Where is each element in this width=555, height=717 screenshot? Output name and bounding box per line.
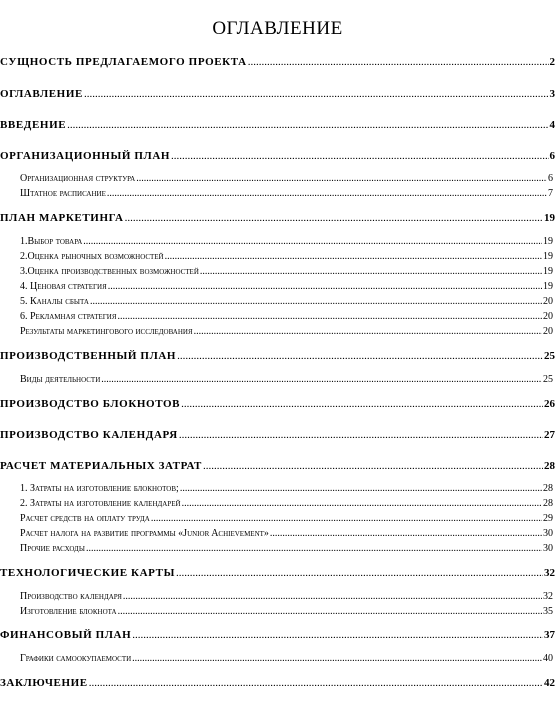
dot-leader bbox=[84, 87, 549, 101]
toc-entry-page: 30 bbox=[543, 543, 553, 554]
toc-entry-page: 25 bbox=[544, 350, 555, 362]
toc-subentry-calendar-making[interactable] bbox=[20, 590, 553, 604]
dot-leader bbox=[200, 265, 542, 279]
dot-leader bbox=[270, 527, 542, 541]
toc-subentry-pricing-strategy[interactable] bbox=[20, 280, 553, 294]
toc-subentry-payback-charts[interactable] bbox=[20, 652, 553, 666]
toc-entry-page: 19 bbox=[543, 266, 553, 277]
dot-leader bbox=[179, 428, 543, 442]
toc-entry-label: Результаты маркетингового исследования bbox=[20, 326, 193, 337]
toc-entry-label: Расчет средств на оплату труда bbox=[20, 513, 150, 524]
toc-entry-page: 6 bbox=[548, 173, 553, 184]
toc-subentry-research-results[interactable] bbox=[20, 325, 553, 339]
toc-entry-page: 19 bbox=[543, 236, 553, 247]
page-title: ОГЛАВЛЕНИЕ bbox=[212, 18, 343, 39]
toc-entry-label: СУЩНОСТЬ ПРЕДЛАГАЕМОГО ПРОЕКТА bbox=[0, 56, 247, 68]
toc-entry-financial-plan[interactable] bbox=[0, 628, 555, 642]
dot-leader bbox=[118, 605, 542, 619]
toc-entry-label: РАСЧЕТ МАТЕРИАЛЬНЫХ ЗАТРАТ bbox=[0, 460, 202, 472]
toc-entry-label: ПРОИЗВОДСТВО БЛОКНОТОВ bbox=[0, 398, 181, 410]
toc-entry-marketing-plan[interactable] bbox=[0, 211, 555, 225]
toc-entry-label: Расчет налога на развитие программы «Junior Achievement» bbox=[20, 528, 269, 539]
toc-entry-page: 19 bbox=[544, 212, 555, 224]
toc-entry-label: Организационная структура bbox=[20, 173, 136, 184]
toc-entry-label: ФИНАНСОВЫЙ ПЛАН bbox=[0, 629, 132, 641]
dot-leader bbox=[118, 310, 542, 324]
toc-subentry-tax-calculation[interactable] bbox=[20, 527, 553, 541]
toc-entry-label: ПРОИЗВОДСТВЕННЫЙ ПЛАН bbox=[0, 350, 177, 362]
toc-entry-page: 40 bbox=[543, 653, 553, 664]
toc-subentry-staff-schedule[interactable] bbox=[20, 187, 553, 201]
toc-entry-page: 29 bbox=[543, 513, 553, 524]
toc-subentry-product-choice[interactable] bbox=[20, 235, 553, 249]
toc-subentry-other-expenses[interactable] bbox=[20, 542, 553, 556]
toc-entry-page: 28 bbox=[544, 460, 555, 472]
toc-entry-page: 20 bbox=[543, 326, 553, 337]
toc-entry-label: ОРГАНИЗАЦИОННЫЙ ПЛАН bbox=[0, 150, 171, 162]
toc-entry-label: 5. Каналы сбыта bbox=[20, 296, 89, 307]
dot-leader bbox=[90, 295, 542, 309]
dot-leader bbox=[165, 250, 542, 264]
toc-entry-page: 19 bbox=[543, 251, 553, 262]
toc-entry-label: Прочие расходы bbox=[20, 543, 85, 554]
toc-subentry-notebook-costs[interactable] bbox=[20, 482, 553, 496]
toc-entry-page: 26 bbox=[544, 398, 555, 410]
toc-entry-page: 7 bbox=[548, 188, 553, 199]
dot-leader bbox=[132, 652, 542, 666]
toc-entry-page: 20 bbox=[543, 296, 553, 307]
toc-entry-label: ВВЕДЕНИЕ bbox=[0, 119, 67, 131]
toc-subentry-calendar-costs[interactable] bbox=[20, 497, 553, 511]
toc-entry-label: ЗАКЛЮЧЕНИЕ bbox=[0, 677, 88, 689]
dot-leader bbox=[177, 349, 543, 363]
dot-leader bbox=[89, 676, 543, 690]
toc-entry-label: 4. Ценовая стратегия bbox=[20, 281, 107, 292]
toc-entry-page: 19 bbox=[543, 281, 553, 292]
toc-entry-page: 20 bbox=[543, 311, 553, 322]
dot-leader bbox=[132, 628, 543, 642]
toc-entry-label: ПРОИЗВОДСТВО КАЛЕНДАРЯ bbox=[0, 429, 178, 441]
toc-entry-page: 35 bbox=[543, 606, 553, 617]
toc-subentry-notebook-making[interactable] bbox=[20, 605, 553, 619]
toc-entry-page: 4 bbox=[549, 119, 555, 131]
dot-leader bbox=[136, 172, 547, 186]
toc-entry-label: Виды деятельности bbox=[20, 374, 101, 385]
toc-entry-essence[interactable] bbox=[0, 55, 555, 69]
toc-subentry-activities[interactable] bbox=[20, 373, 553, 387]
toc-entry-page: 32 bbox=[543, 591, 553, 602]
dot-leader bbox=[182, 497, 542, 511]
toc-entry-introduction[interactable] bbox=[0, 118, 555, 132]
toc-entry-label: 2. Затраты на изготовление календарей bbox=[20, 498, 181, 509]
toc-entry-page: 42 bbox=[544, 677, 555, 689]
toc-entry-page: 32 bbox=[544, 567, 555, 579]
toc-entry-conclusion[interactable] bbox=[0, 676, 555, 690]
toc-entry-page: 30 bbox=[543, 528, 553, 539]
dot-leader bbox=[107, 187, 547, 201]
toc-entry-label: ОГЛАВЛЕНИЕ bbox=[0, 88, 83, 100]
toc-subentry-labor-costs[interactable] bbox=[20, 512, 553, 526]
dot-leader bbox=[176, 566, 543, 580]
toc-subentry-org-structure[interactable] bbox=[20, 172, 553, 186]
dot-leader bbox=[83, 235, 542, 249]
dot-leader bbox=[86, 542, 542, 556]
toc-entry-contents[interactable] bbox=[0, 87, 555, 101]
toc-entry-label: 3.Оценка производственных возможностей bbox=[20, 266, 199, 277]
toc-entry-label: 6. Рекламная стратегия bbox=[20, 311, 117, 322]
dot-leader bbox=[151, 512, 542, 526]
toc-entry-material-costs[interactable] bbox=[0, 459, 555, 473]
dot-leader bbox=[248, 55, 549, 69]
toc-entry-label: Графики самоокупаемости bbox=[20, 653, 132, 664]
dot-leader bbox=[194, 325, 542, 339]
toc-subentry-market-assessment[interactable] bbox=[20, 250, 553, 264]
toc-entry-page: 3 bbox=[549, 88, 555, 100]
toc-entry-label: Производство календаря bbox=[20, 591, 122, 602]
toc-entry-label: 2.Оценка рыночных возможностей bbox=[20, 251, 164, 262]
toc-entry-label: 1. Затраты на изготовление блокнотов; bbox=[20, 483, 179, 494]
dot-leader bbox=[181, 397, 543, 411]
toc-entry-label: Штатное расписание bbox=[20, 188, 106, 199]
toc-subentry-production-assessment[interactable] bbox=[20, 265, 553, 279]
dot-leader bbox=[123, 590, 542, 604]
toc-entry-org-plan[interactable] bbox=[0, 149, 555, 163]
toc-subentry-ad-strategy[interactable] bbox=[20, 310, 553, 324]
dot-leader bbox=[101, 373, 542, 387]
toc-entry-page: 27 bbox=[544, 429, 555, 441]
toc-entry-tech-cards[interactable] bbox=[0, 566, 555, 580]
toc-entry-page: 37 bbox=[544, 629, 555, 641]
dot-leader bbox=[67, 118, 548, 132]
toc-entry-page: 28 bbox=[543, 483, 553, 494]
toc-entry-production-plan[interactable] bbox=[0, 349, 555, 363]
toc-subentry-sales-channels[interactable] bbox=[20, 295, 553, 309]
toc-entry-label: ТЕХНОЛОГИЧЕСКИЕ КАРТЫ bbox=[0, 567, 175, 579]
toc-entry-page: 6 bbox=[549, 150, 555, 162]
toc-entry-calendar-production[interactable] bbox=[0, 428, 555, 442]
dot-leader bbox=[203, 459, 543, 473]
toc-entry-page: 2 bbox=[549, 56, 555, 68]
toc-entry-label: 1.Выбор товара bbox=[20, 236, 83, 247]
toc-entry-label: Изготовление блокнота bbox=[20, 606, 117, 617]
dot-leader bbox=[180, 482, 542, 496]
dot-leader bbox=[108, 280, 542, 294]
toc-entry-page: 25 bbox=[543, 374, 553, 385]
dot-leader bbox=[125, 211, 543, 225]
toc-entry-notebook-production[interactable] bbox=[0, 397, 555, 411]
toc-entry-label: ПЛАН МАРКЕТИНГА bbox=[0, 212, 124, 224]
dot-leader bbox=[171, 149, 548, 163]
toc-entry-page: 28 bbox=[543, 498, 553, 509]
